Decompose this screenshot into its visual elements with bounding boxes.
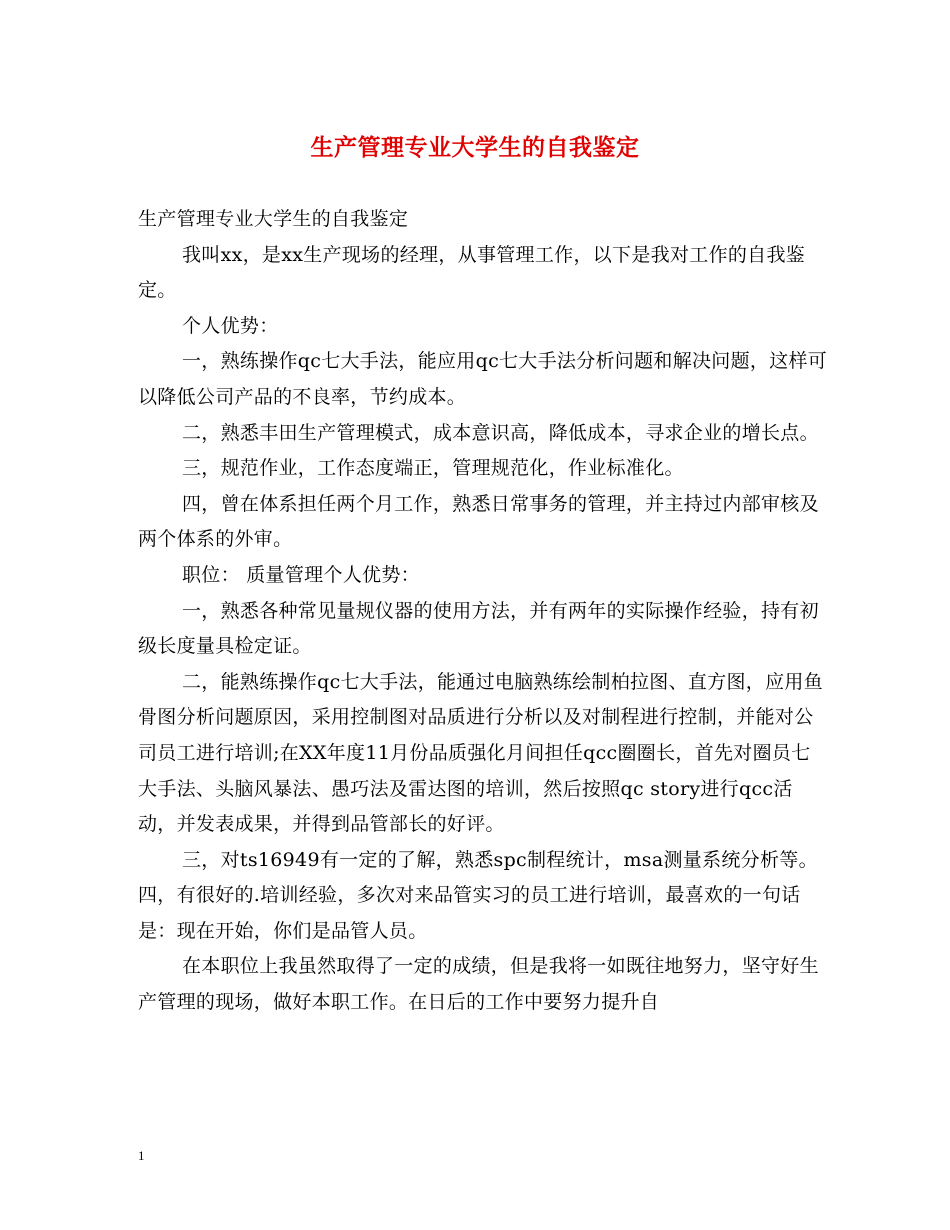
document-body	[138, 202, 828, 1021]
document-title: 生产管理专业大学生的自我鉴定	[310, 134, 640, 161]
document-subtitle: 生产管理专业大学生的自我鉴定	[138, 208, 409, 230]
paragraph-strength-2: 二，熟悉丰田生产管理模式，成本意识高，降低成本，寻求企业的增长点。	[182, 421, 819, 444]
paragraph-intro: 我叫xx，是xx生产现场的经理，从事管理工作，以下是我对工作的自我鉴定。	[138, 243, 806, 302]
paragraph-heading-strengths: 个人优势：	[182, 314, 279, 337]
paragraph-conclusion: 在本职位上我虽然取得了一定的成绩，但是我将一如既往地努力，坚守好生产管理的现场，做好本职工作。在日后的工作中要努力提升自	[138, 955, 819, 1014]
paragraph-strength-3: 三，规范作业，工作态度端正，管理规范化，作业标准化。	[182, 457, 684, 480]
paragraph-strength-4: 四，曾在体系担任两个月工作，熟悉日常事务的管理，并主持过内部审核及两个体系的外审。	[138, 492, 819, 551]
paragraph-strength-1: 一，熟练操作qc七大手法，能应用qc七大手法分析问题和解决问题，这样可以降低公司产品的不良率，节约成本。	[138, 350, 828, 408]
paragraph-quality-2: 二，能熟练操作qc七大手法，能通过电脑熟练绘制柏拉图、直方图，应用鱼骨图分析问题原因，采用控制图对品质进行分析以及对制程进行控制，并能对公司员工进行培训;在XX年度11月份品质强化月间担任qcc圈圈长，首先对圈员七大手法、头脑风暴法、愚巧法及雷达图的培训，然后按照qc story进行qcc活动，并发表成果，并得到品管部长的好评。	[138, 670, 824, 836]
paragraph-heading-position: 职位： 质量管理个人优势：	[182, 563, 420, 586]
paragraph-quality-3: 三，对ts16949有一定的了解，熟悉spc制程统计，msa测量系统分析等。四，有很好的.培训经验，多次对来品管实习的员工进行培训，最喜欢的一句话是：现在开始，你们是品管人员。	[138, 848, 818, 942]
paragraph-quality-1: 一，熟悉各种常见量规仪器的使用方法，并有两年的实际操作经验，持有初级长度量具检定证。	[138, 599, 819, 658]
page-number: 1	[138, 1148, 145, 1163]
